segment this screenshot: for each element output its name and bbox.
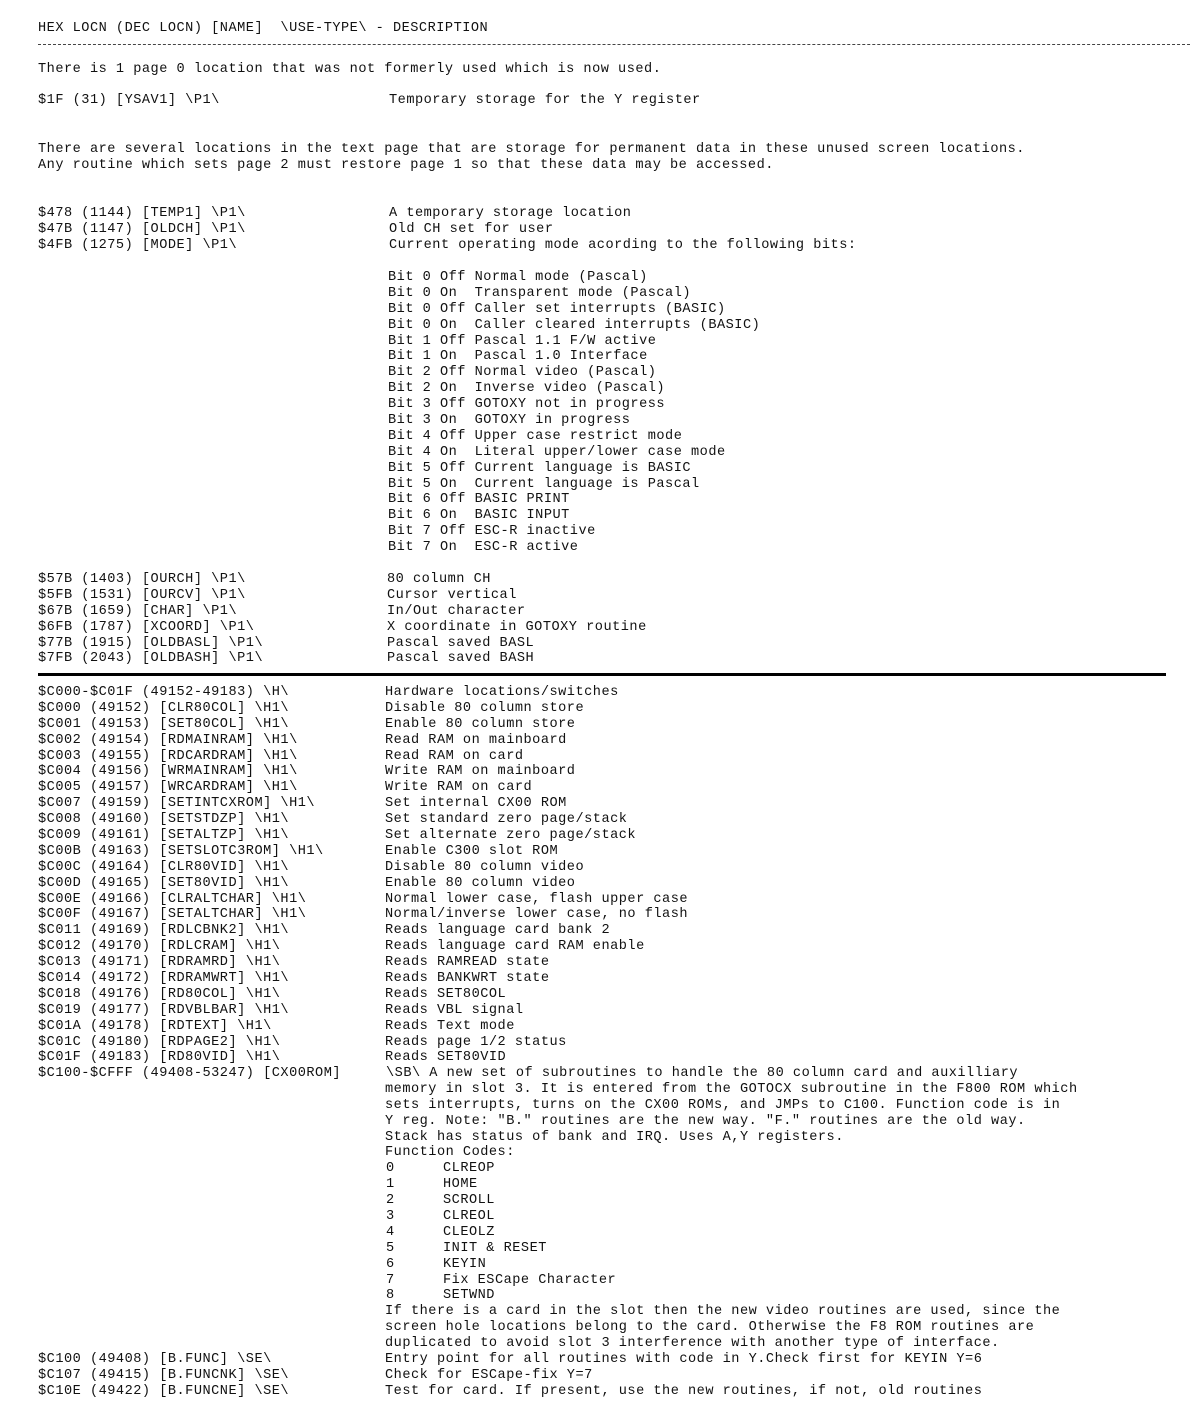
text-line: Bit 5 Off Current language is BASIC (388, 460, 692, 476)
text-line: Bit 5 On Current language is Pascal (388, 476, 700, 492)
entry-address: $C012 (49170) [RDLCRAM] \H1\ (38, 939, 281, 955)
function-code-number: 1 (386, 1177, 395, 1193)
entry-description: Temporary storage for the Y register (389, 93, 701, 108)
entry-row (38, 733, 1173, 749)
text-line: Bit 0 On Caller cleared interrupts (BASIC) (388, 317, 761, 333)
entry-address: $C01A (49178) [RDTEXT] \H1\ (38, 1018, 272, 1034)
function-code-name: HOME (443, 1177, 478, 1193)
function-code-name: SCROLL (443, 1193, 495, 1209)
entry-row (38, 1050, 1173, 1066)
entry-address: $C013 (49171) [RDRAMRD] \H1\ (38, 955, 281, 971)
entry-address: $C005 (49157) [WRCARDRAM] \H1\ (38, 780, 298, 796)
entry-address: $C00F (49167) [SETALTCHAR] \H1\ (38, 907, 307, 923)
page0-entries (38, 93, 1173, 109)
entry-row (38, 860, 1173, 876)
entry-row (38, 206, 1173, 222)
entry-description: Hardware locations/switches (385, 685, 619, 700)
text-line: Bit 4 On Literal upper/lower case mode (388, 444, 726, 460)
function-code-number: 4 (386, 1224, 395, 1240)
entry-description: 80 column CH (387, 572, 491, 587)
entry-address: $C001 (49153) [SET80COL] \H1\ (38, 716, 290, 732)
text-line: duplicated to avoid slot 3 interference with another type of interface. (385, 1336, 1000, 1352)
function-codes (38, 1161, 1173, 1304)
function-code-name: INIT & RESET (443, 1240, 547, 1256)
text-line: Bit 0 On Transparent mode (Pascal) (388, 285, 692, 301)
function-code-row (38, 1225, 1173, 1241)
section-rule (38, 673, 1166, 676)
entry-description: X coordinate in GOTOXY routine (387, 619, 647, 635)
text-line: Bit 7 On ESC-R active (388, 540, 579, 556)
entry-description: Enable 80 column video (385, 875, 576, 891)
entry-description: Reads language card RAM enable (385, 939, 645, 955)
entry-description: Old CH set for user (389, 221, 554, 237)
entry-description: Reads page 1/2 status (385, 1034, 567, 1050)
entry-description: Enable C300 slot ROM (385, 843, 559, 859)
entry-description: Write RAM on card (385, 780, 533, 796)
entry-address: $6FB (1787) [XCOORD] \P1\ (38, 619, 255, 635)
entry-row (38, 971, 1173, 987)
entry-description: Normal/inverse lower case, no flash (385, 907, 689, 923)
entry-address: $C100-$CFFF (49408-53247) [CX00ROM] (38, 1066, 342, 1081)
entry-row (38, 844, 1173, 860)
entry-row (38, 1384, 1173, 1400)
function-code-name: KEYIN (443, 1256, 487, 1272)
entry-address: $C008 (49160) [SETSTDZP] \H1\ (38, 812, 290, 828)
function-code-row (38, 1177, 1173, 1193)
entry-row (38, 780, 1173, 796)
function-code-number: 5 (386, 1240, 395, 1256)
text-page-entries-2 (38, 572, 1173, 667)
bfunc-entries (38, 1352, 1173, 1400)
entry-description: Check for ESCape-fix Y=7 (385, 1367, 593, 1383)
entry-row (38, 651, 1173, 667)
entry-description: Pascal saved BASL (387, 635, 535, 651)
intro-page0: There is 1 page 0 location that was not formerly used which is now used. (38, 62, 662, 77)
entry-address: $7FB (2043) [OLDBASH] \P1\ (38, 651, 264, 667)
entry-row (38, 701, 1173, 717)
entry-description: Test for card. If present, use the new routines, if not, old routines (385, 1383, 983, 1399)
function-code-row (38, 1209, 1173, 1225)
entry-row (38, 812, 1173, 828)
entry-address: $C00B (49163) [SETSLOTC3ROM] \H1\ (38, 843, 324, 859)
column-header: HEX LOCN (DEC LOCN) [NAME] \USE-TYPE\ - DESCRIPTION (38, 21, 489, 36)
entry-address: $478 (1144) [TEMP1] \P1\ (38, 206, 246, 221)
function-code-number: 6 (386, 1256, 395, 1272)
entry-row (38, 907, 1173, 923)
function-code-number: 7 (386, 1272, 395, 1288)
function-code-name: CLEOLZ (443, 1224, 495, 1240)
entry-address: $77B (1915) [OLDBASL] \P1\ (38, 635, 264, 651)
entry-description: \SB\ A new set of subroutines to handle the 80 column card and auxilliary (386, 1066, 1019, 1081)
text-line: Bit 3 Off GOTOXY not in progress (388, 397, 666, 413)
text-page-entries (38, 206, 1173, 254)
entry-address: $C011 (49169) [RDLCBNK2] \H1\ (38, 923, 290, 939)
entry-row (38, 955, 1173, 971)
entry-description: Set internal CX00 ROM (385, 796, 567, 812)
function-code-row (38, 1193, 1173, 1209)
entry-address: $C003 (49155) [RDCARDRAM] \H1\ (38, 748, 298, 764)
text-line: Y reg. Note: "B." routines are the new way. "F." routines are the old way. (385, 1113, 1026, 1129)
entry-address: $C01C (49180) [RDPAGE2] \H1\ (38, 1034, 281, 1050)
entry-row (38, 1368, 1173, 1384)
text-line: memory in slot 3. It is entered from the GOTOCX subroutine in the F800 ROM which (385, 1081, 1078, 1097)
entry-address: $57B (1403) [OURCH] \P1\ (38, 572, 246, 587)
text-line: If there is a card in the slot then the new video routines are used, since the (385, 1304, 1061, 1320)
text-line: Bit 1 Off Pascal 1.1 F/W active (388, 333, 657, 349)
entry-row (38, 923, 1173, 939)
entry-row (38, 93, 1173, 109)
dashed-divider (38, 44, 1190, 45)
cx00rom-entry (38, 1066, 1173, 1352)
entry-description: Pascal saved BASH (387, 651, 535, 667)
function-code-number: 2 (386, 1193, 395, 1209)
entry-address: $C019 (49177) [RDVBLBAR] \H1\ (38, 1002, 290, 1018)
entry-address: $1F (31) [YSAV1] \P1\ (38, 93, 220, 108)
entry-description: Disable 80 column video (385, 859, 585, 875)
text-line: Bit 4 Off Upper case restrict mode (388, 428, 683, 444)
text-line: Bit 2 Off Normal video (Pascal) (388, 365, 657, 381)
entry-row (38, 620, 1173, 636)
entry-row (38, 685, 1173, 701)
entry-row (38, 892, 1173, 908)
function-code-row (38, 1161, 1173, 1177)
entry-address: $C00C (49164) [CLR80VID] \H1\ (38, 859, 290, 875)
entry-row (38, 749, 1173, 765)
entry-description: Set alternate zero page/stack (385, 828, 637, 844)
function-code-number: 3 (386, 1209, 395, 1225)
entry-row (38, 876, 1173, 892)
function-code-name: CLREOL (443, 1209, 495, 1225)
text-line: Bit 1 On Pascal 1.0 Interface (388, 349, 648, 365)
entry-description: Write RAM on mainboard (385, 764, 576, 780)
entry-row (38, 987, 1173, 1003)
entry-address: $C000 (49152) [CLR80COL] \H1\ (38, 700, 290, 716)
entry-row (38, 572, 1173, 588)
entry-description: Reads BANKWRT state (385, 971, 550, 987)
entry-description: Reads language card bank 2 (385, 923, 611, 939)
text-line: Bit 6 Off BASIC PRINT (388, 492, 570, 508)
entry-description: Reads RAMREAD state (385, 955, 550, 971)
entry-row (38, 636, 1173, 652)
entry-address: $C01F (49183) [RD80VID] \H1\ (38, 1050, 281, 1066)
function-code-number: 8 (386, 1288, 395, 1304)
text-line: Bit 0 Off Normal mode (Pascal) (388, 270, 648, 285)
entry-description: Disable 80 column store (385, 700, 585, 716)
text-line: Bit 7 Off ESC-R inactive (388, 524, 596, 540)
entry-row (38, 588, 1173, 604)
entry-description: Set standard zero page/stack (385, 812, 628, 828)
entry-address: $C018 (49176) [RD80COL] \H1\ (38, 986, 281, 1002)
text-line: Function Codes: (385, 1145, 515, 1161)
text-line: Bit 6 On BASIC INPUT (388, 508, 570, 524)
function-code-row (38, 1288, 1173, 1304)
entry-description: Cursor vertical (387, 587, 517, 603)
entry-address: $C014 (49172) [RDRAMWRT] \H1\ (38, 971, 290, 987)
entry-address: $4FB (1275) [MODE] \P1\ (38, 237, 238, 253)
entry-address: $C00E (49166) [CLRALTCHAR] \H1\ (38, 891, 307, 907)
entry-row (38, 1019, 1173, 1035)
function-code-row (38, 1257, 1173, 1273)
entry-description: Read RAM on card (385, 748, 524, 764)
function-code-row (38, 1273, 1173, 1289)
entry-description: Read RAM on mainboard (385, 732, 567, 748)
intro-text-page-1: There are several locations in the text page that are storage for permanent data in these unused screen locations. (38, 142, 1025, 157)
entry-row (38, 828, 1173, 844)
entry-description: In/Out character (387, 603, 526, 619)
entry-row (38, 717, 1173, 733)
entry-description: Normal lower case, flash upper case (385, 891, 689, 907)
text-line: Bit 2 On Inverse video (Pascal) (388, 381, 666, 397)
entry-address: $C007 (49159) [SETINTCXROM] \H1\ (38, 796, 316, 812)
intro-text-page-2: Any routine which sets page 2 must restore page 1 so that these data may be accessed. (38, 158, 774, 173)
entry-row (38, 1066, 1173, 1082)
entry-address: $C009 (49161) [SETALTZP] \H1\ (38, 828, 290, 844)
entry-description: Enable 80 column store (385, 716, 576, 732)
entry-row (38, 238, 1173, 254)
entry-address: $5FB (1531) [OURCV] \P1\ (38, 587, 246, 603)
entry-description: Reads SET80COL (385, 986, 507, 1002)
entry-description: Reads VBL signal (385, 1002, 524, 1018)
entry-description: A temporary storage location (389, 206, 632, 221)
function-code-name: SETWND (443, 1288, 495, 1304)
entry-address: $C00D (49165) [SET80VID] \H1\ (38, 875, 290, 891)
entry-description: Entry point for all routines with code in Y.Check first for KEYIN Y=6 (385, 1352, 983, 1367)
entry-row (38, 222, 1173, 238)
entry-row (38, 796, 1173, 812)
entry-description: Current operating mode acording to the following bits: (389, 237, 857, 253)
mode-bits-list (38, 270, 1173, 556)
entry-address: $C000-$C01F (49152-49183) \H\ (38, 685, 290, 700)
entry-row (38, 764, 1173, 780)
text-line: sets interrupts, turns on the CX00 ROMs, and JMPs to C100. Function code is in (385, 1097, 1061, 1113)
function-code-number: 0 (386, 1161, 395, 1177)
function-code-name: CLREOP (443, 1161, 495, 1177)
entry-address: $67B (1659) [CHAR] \P1\ (38, 603, 238, 619)
hardware-entries (38, 685, 1173, 1066)
text-line: screen hole locations belong to the card. Otherwise the F8 ROM routines are (385, 1320, 1035, 1336)
entry-row (38, 1003, 1173, 1019)
entry-address: $C10E (49422) [B.FUNCNE] \SE\ (38, 1383, 290, 1399)
entry-description: Reads Text mode (385, 1018, 515, 1034)
function-code-row (38, 1241, 1173, 1257)
entry-address: $C002 (49154) [RDMAINRAM] \H1\ (38, 732, 298, 748)
text-line: Stack has status of bank and IRQ. Uses A,Y registers. (385, 1129, 844, 1145)
entry-address: $C107 (49415) [B.FUNCNK] \SE\ (38, 1367, 290, 1383)
entry-address: $47B (1147) [OLDCH] \P1\ (38, 221, 246, 237)
function-code-name: Fix ESCape Character (443, 1272, 617, 1288)
entry-row (38, 1035, 1173, 1051)
text-line: Bit 3 On GOTOXY in progress (388, 413, 631, 429)
entry-address: $C100 (49408) [B.FUNC] \SE\ (38, 1352, 272, 1367)
entry-address: $C004 (49156) [WRMAINRAM] \H1\ (38, 764, 298, 780)
entry-row (38, 1352, 1173, 1368)
text-line: Bit 0 Off Caller set interrupts (BASIC) (388, 301, 726, 317)
entry-row (38, 604, 1173, 620)
entry-row (38, 939, 1173, 955)
entry-description: Reads SET80VID (385, 1050, 507, 1066)
